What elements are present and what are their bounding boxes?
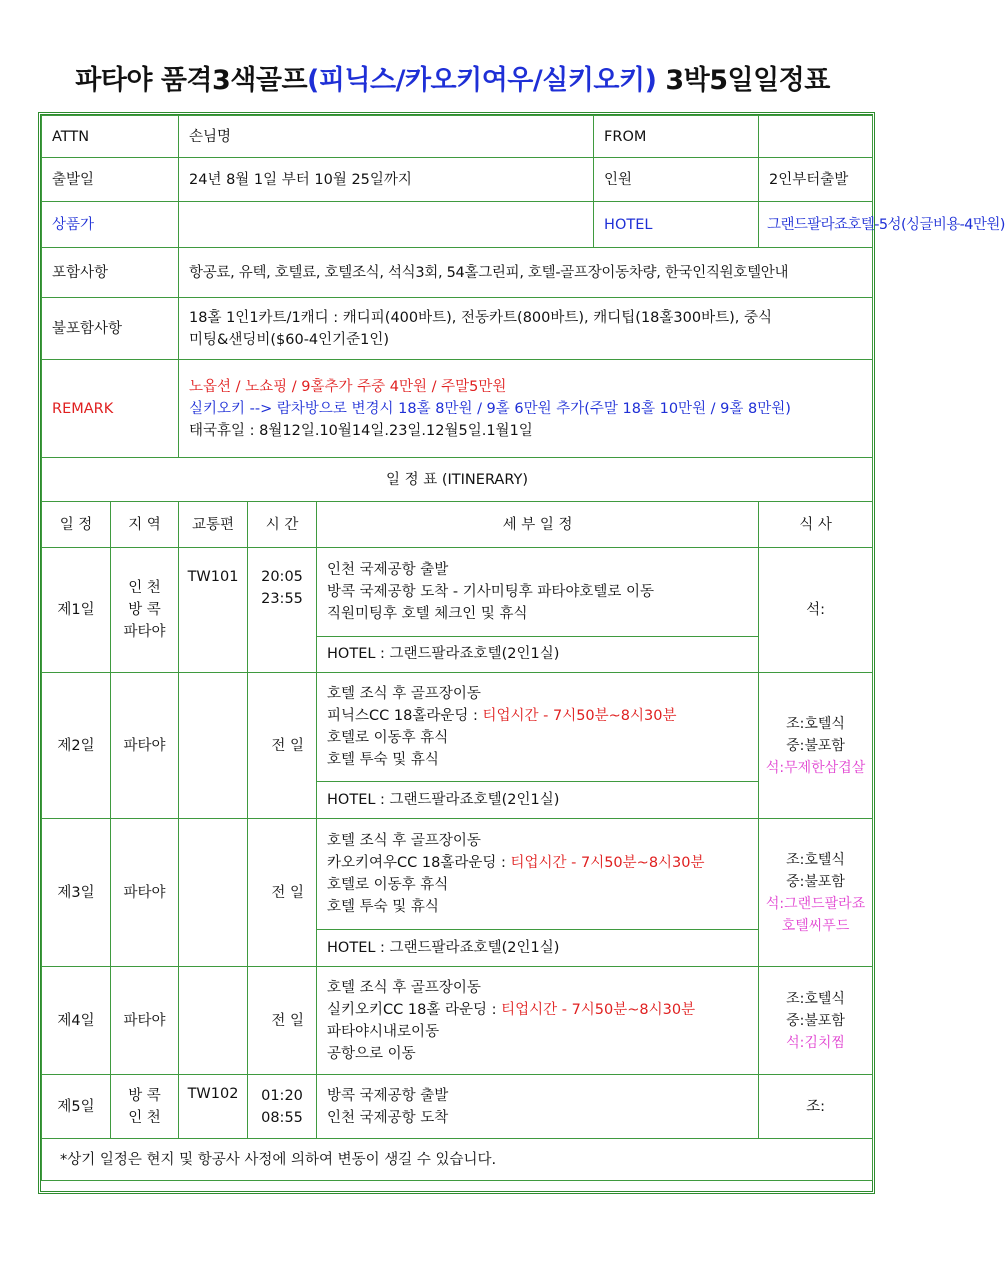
day-time	[248, 1075, 317, 1139]
day-transport: TW101	[179, 548, 248, 673]
detail-line: 호텔로 이동후 휴식	[327, 876, 449, 893]
day-detail-inner	[317, 548, 758, 672]
meal-dinner: 석:그랜드팔라죠	[765, 895, 866, 912]
golf-course: 카오키여우CC 18홀라운딩 :	[327, 854, 511, 871]
day-transport	[179, 673, 248, 819]
day-meals	[759, 673, 873, 819]
day-meals: 조:	[759, 1075, 873, 1139]
day-meals: 석:	[759, 548, 873, 673]
detail-line: 호텔 조식 후 골프장이동	[327, 979, 481, 996]
remark-row	[42, 360, 873, 458]
detail-line: 호텔 투숙 및 휴식	[327, 751, 439, 768]
golf-course: 실키오키CC 18홀 라운딩 :	[327, 1001, 502, 1018]
time-line: 08:55	[261, 1109, 303, 1126]
region-line: 파타야	[123, 624, 166, 640]
people-label: 인원	[594, 158, 759, 202]
day-row-1	[42, 548, 873, 673]
exclude-value	[179, 298, 873, 360]
include-label: 포함사항	[42, 248, 179, 298]
remark-value	[179, 360, 873, 458]
hotel-label: HOTEL	[594, 202, 759, 248]
footnote: *상기 일정은 현지 및 항공사 사정에 의하여 변동이 생길 수 있습니다.	[42, 1139, 873, 1181]
title-suffix: 3박5일일정표	[665, 65, 830, 96]
meal-lunch: 중:불포함	[786, 737, 845, 754]
time-line: 20:05	[261, 569, 303, 585]
detail-line: 공항으로 이동	[327, 1045, 416, 1062]
day-detail	[317, 967, 759, 1075]
title-prefix: 파타야 품격3색골프	[75, 65, 308, 96]
attn-row	[42, 116, 873, 158]
col-day: 일 정	[42, 502, 111, 548]
remark-line-3: 태국휴일 : 8월12일.10월14일.23일.12월5일.1월1일	[189, 422, 533, 439]
exclude-line-2: 미팅&샌딩비($60-4인기준1인)	[189, 331, 390, 348]
day-time: 전 일	[248, 967, 317, 1075]
day-region: 파타야	[111, 673, 179, 819]
region-line: 인 천	[128, 1109, 161, 1126]
meal-dinner-2: 호텔씨푸드	[781, 917, 850, 934]
meal-breakfast: 조:호텔식	[786, 715, 845, 732]
day-label: 제1일	[42, 548, 111, 673]
remark-line-1: 노옵션 / 노쇼핑 / 9홀추가 주중 4만원 / 주말5만원	[189, 378, 507, 395]
tee-time: 티업시간 - 7시50분~8시30분	[482, 707, 677, 724]
day-detail	[317, 673, 759, 819]
meal-lunch: 중:불포함	[786, 873, 845, 890]
exclude-label: 불포함사항	[42, 298, 179, 360]
column-header-row	[42, 502, 873, 548]
from-value	[759, 116, 873, 158]
day-detail-inner	[317, 819, 758, 966]
include-value: 항공료, 유텍, 호텔료, 호텔조식, 석식3회, 54홀그린피, 호텔-골프장이동차량, 한국인직원호텔안내	[179, 248, 873, 298]
detail-lines	[317, 548, 758, 636]
detail-line: 호텔로 이동후 휴식	[327, 729, 449, 746]
hotel-value	[759, 202, 1005, 248]
detail-line: 인천 국제공항 출발	[327, 561, 449, 578]
meal-breakfast: 조:호텔식	[786, 851, 845, 868]
golf-course: 피닉스CC 18홀라운딩 :	[327, 707, 483, 724]
detail-lines	[317, 673, 758, 781]
tee-time: 티업시간 - 7시50분~8시30분	[501, 1001, 696, 1018]
day-time: 전 일	[248, 819, 317, 967]
from-label: FROM	[594, 116, 759, 158]
detail-hotel: HOTEL : 그랜드팔라죠호텔(2인1실)	[317, 781, 758, 818]
detail-line: 직원미팅후 호텔 체크인 및 휴식	[327, 605, 528, 622]
remark-label: REMARK	[42, 360, 179, 458]
detail-hotel: HOTEL : 그랜드팔라죠호텔(2인1실)	[317, 636, 758, 672]
detail-golf-line	[327, 999, 748, 1021]
remark-line-2: 실키오키 --> 람차방으로 변경시 18홀 8만원 / 9홀 6만원 추가(주말 18홀 10만원 / 9홀 8만원)	[189, 400, 791, 417]
detail-line: 호텔 조식 후 골프장이동	[327, 685, 481, 702]
day-row-5	[42, 1075, 873, 1139]
meal-breakfast: 조:호텔식	[786, 990, 845, 1007]
detail-hotel: HOTEL : 그랜드팔라죠호텔(2인1실)	[317, 929, 758, 966]
meal-dinner: 석:무제한삼겹살	[765, 759, 866, 776]
include-row	[42, 248, 873, 298]
day-region: 파타야	[111, 967, 179, 1075]
day-meals	[759, 819, 873, 967]
day-transport	[179, 967, 248, 1075]
region-line: 인 천	[128, 580, 161, 596]
footnote-row	[42, 1139, 873, 1181]
day-region	[111, 548, 179, 673]
meal-dinner: 석:김치찜	[786, 1034, 845, 1051]
day-region	[111, 1075, 179, 1139]
hotel-value-text: 그랜드팔라죠호텔-5성(싱글비용-4만원)	[767, 216, 1005, 233]
day-label: 제5일	[42, 1075, 111, 1139]
people-value: 2인부터출발	[759, 158, 873, 202]
col-transport: 교통편	[179, 502, 248, 548]
meal-lunch: 중:불포함	[786, 1012, 845, 1029]
day-region: 파타야	[111, 819, 179, 967]
attn-value: 손님명	[179, 116, 594, 158]
tee-time: 티업시간 - 7시50분~8시30분	[510, 854, 705, 871]
attn-label: ATTN	[42, 116, 179, 158]
detail-golf-line	[327, 852, 748, 874]
detail-line: 호텔 투숙 및 휴식	[327, 898, 439, 915]
col-region: 지 역	[111, 502, 179, 548]
day-label: 제4일	[42, 967, 111, 1075]
day-detail	[317, 819, 759, 967]
col-time: 시 간	[248, 502, 317, 548]
region-line: 방 콕	[128, 1087, 161, 1104]
time-line: 23:55	[261, 591, 303, 607]
day-transport: TW102	[179, 1075, 248, 1139]
depart-row	[42, 158, 873, 202]
day-label: 제3일	[42, 819, 111, 967]
day-meals	[759, 967, 873, 1075]
day-transport	[179, 819, 248, 967]
detail-line: 인천 국제공항 도착	[327, 1109, 449, 1126]
exclude-row	[42, 298, 873, 360]
day-time: 전 일	[248, 673, 317, 819]
detail-lines	[317, 819, 758, 929]
day-detail	[317, 1075, 759, 1139]
itinerary-heading: 일 정 표 (ITINERARY)	[42, 458, 873, 502]
day-time	[248, 548, 317, 673]
day-row-4	[42, 967, 873, 1075]
depart-label: 출발일	[42, 158, 179, 202]
time-line: 01:20	[261, 1087, 303, 1104]
page-title	[0, 58, 905, 97]
detail-line: 방콕 국제공항 도착 - 기사미팅후 파타야호텔로 이동	[327, 583, 655, 600]
day-row-3	[42, 819, 873, 967]
depart-value: 24년 8월 1일 부터 10월 25일까지	[179, 158, 594, 202]
region-line: 방 콕	[128, 602, 161, 618]
price-value	[179, 202, 594, 248]
itinerary-table	[41, 115, 1005, 1181]
day-detail-inner	[317, 673, 758, 818]
col-meals: 식 사	[759, 502, 873, 548]
detail-line: 파타야시내로이동	[327, 1023, 440, 1040]
day-label: 제2일	[42, 673, 111, 819]
title-courses: (피닉스/카오키여우/실키오키)	[307, 65, 657, 96]
detail-golf-line	[327, 705, 748, 727]
itinerary-heading-row	[42, 458, 873, 502]
price-row	[42, 202, 873, 248]
exclude-line-1: 18홀 1인1카트/1캐디 : 캐디피(400바트), 전동카트(800바트), 캐디팁(18홀300바트), 중식	[189, 309, 772, 326]
detail-line: 방콕 국제공항 출발	[327, 1087, 449, 1104]
price-label: 상품가	[42, 202, 179, 248]
detail-line: 호텔 조식 후 골프장이동	[327, 832, 481, 849]
day-detail	[317, 548, 759, 673]
col-detail: 세 부 일 정	[317, 502, 759, 548]
day-row-2	[42, 673, 873, 819]
